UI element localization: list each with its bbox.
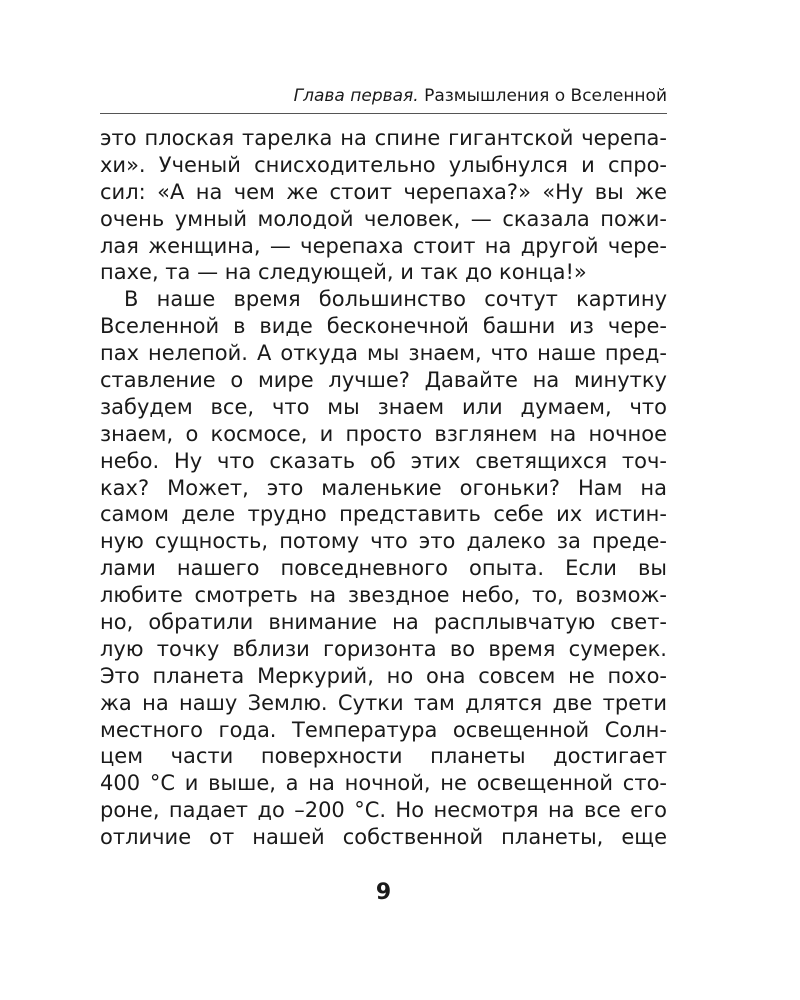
text-line: Это планета Меркурий, но она совсем не похо- — [100, 663, 667, 688]
chapter-label: Глава первая — [293, 86, 414, 106]
text-line: ках? Может, это маленькие огоньки? Нам на — [100, 475, 667, 500]
text-line: хи». Ученый снисходительно улыбнулся и спро- — [100, 152, 667, 177]
text-line: лую точку вблизи горизонта во время сумерек. — [100, 636, 667, 661]
header-rule — [100, 113, 667, 114]
paragraph-start-line: В наше время большинство сочтут картину — [124, 287, 667, 312]
text-line: небо. Ну что сказать об этих светящихся точ- — [100, 448, 667, 473]
text-line: сил: «А на чем же стоит черепаха?» «Ну вы же — [100, 179, 667, 204]
text-line: самом деле трудно представить себе их истин- — [100, 502, 667, 527]
text-line: лая женщина, — черепаха стоит на другой чере- — [100, 233, 667, 258]
text-line: любите смотреть на звездное небо, то, возмож- — [100, 583, 667, 608]
text-line: очень умный молодой человек, — сказала пожи- — [100, 206, 667, 231]
text-line: цем части поверхности планеты достигает — [100, 744, 667, 769]
text-line: жа на нашу Землю. Сутки там длятся две трети — [100, 690, 667, 715]
text-line: ставление о мире лучше? Давайте на минутку — [100, 368, 667, 393]
text-line: знаем, о космосе, и просто взглянем на ночное — [100, 421, 667, 446]
text-line: пах нелепой. А откуда мы знаем, что наше пред- — [100, 341, 667, 366]
text-line: местного года. Температура освещенной Солн- — [100, 717, 667, 742]
text-line: лами нашего повседневного опыта. Если вы — [100, 556, 667, 581]
text-line: ную сущность, потому что это далеко за преде- — [100, 529, 667, 554]
text-line: но, обратили внимание на расплывчатую свет- — [100, 610, 667, 635]
text-line: это плоская тарелка на спине гигантской черепа- — [100, 126, 667, 150]
text-line: Вселенной в виде бесконечной башни из чере- — [100, 314, 667, 339]
running-header — [100, 86, 667, 106]
text-line: роне, падает до –200 °C. Но несмотря на все его — [100, 798, 667, 823]
text-line: пахе, та — на следующей, и так до конца!» — [100, 260, 587, 285]
text-line: отличие от нашей собственной планеты, еще — [100, 825, 667, 850]
page-number: 9 — [375, 880, 392, 905]
text-line: 400 °C и выше, а на ночной, не освещенной сто- — [100, 771, 667, 796]
body-text — [100, 125, 667, 851]
text-line: забудем все, что мы знаем или думаем, что — [100, 394, 667, 419]
chapter-title: Размышления о Вселенной — [424, 86, 667, 106]
header-separator: . — [413, 86, 419, 106]
